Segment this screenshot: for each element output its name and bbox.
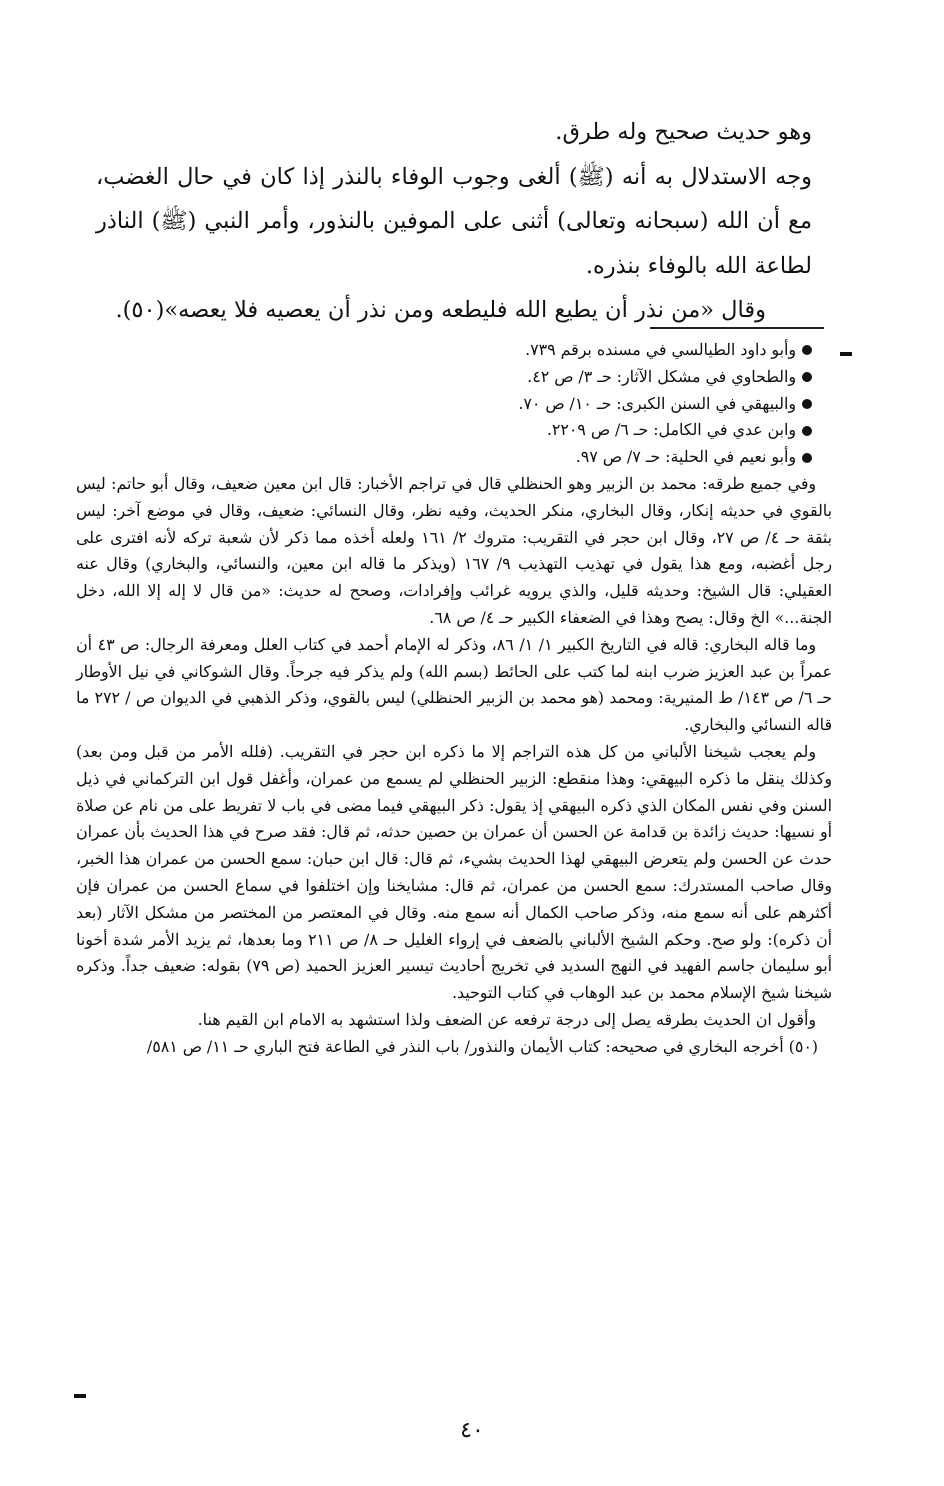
main-paragraph-3: وقال «من نذر أن يطيع الله فليطعه ومن نذر أن يعصيه فلا يعصه»(٥٠). [115,297,766,324]
bullet-icon [802,426,812,436]
list-item: والبيهقي في السنن الكبرى: حـ ١٠/ ص ٧٠. [76,391,812,418]
bullet-icon [802,399,812,409]
footnote-paragraph-2: وما قاله البخاري: قاله في التاريخ الكبير ١/ ١/ ٨٦، وذكر له الإمام أحمد في كتاب العلل ومعرفة الرجال: ص ٤٣ أن عمراً بن عبد العزيز ضرب ابنه لما كتب على الحائط (بسم الله) ولم يذكر فيه جرحاً. وقال الشوكاني في نيل الأوطار حـ ٦/ ص ١٤٣/ ط المنيرية: ومحمد (هو محمد بن الزبير الحنظلي) ليس بالقوي، وذكر الذهبي في الديوان ص / ٢٧٢ ما قاله النسائي والبخاري. [76,634,832,735]
page-number: ٤٠ [460,1418,484,1443]
footnote-paragraph-4: وأقول ان الحديث بطرقه يصل إلى درجة ترفعه عن الضعف ولذا استشهد به الامام ابن القيم هنا. [197,1009,816,1029]
footnote-separator [650,327,824,329]
footnote-50: (٥٠) أخرجه البخاري في صحيحه: كتاب الأيمان والنذور/ باب النذر في الطاعة فتح الباري حـ ١١/ ص ٥٨١/ [146,1036,818,1056]
main-text [96,110,832,333]
bullet-icon [802,453,812,463]
bullet-icon [802,372,812,382]
margin-mark-top [840,352,852,356]
list-item: وأبو داود الطيالسي في مسنده برقم ٧٣٩. [76,337,812,364]
footnotes [76,337,832,1061]
footnote-paragraph-3: ولم يعجب شيخنا الألباني من كل هذه التراجم إلا ما ذكره ابن حجر في التقريب. (فلله الأمر من قبل ومن بعد) وكذلك ينقل ما ذكره البيهقي: وهذا منقطع: الزبير الحنظلي لم يسمع من عمران، وأغفل قول ابن التركماني في ذيل السنن وفي نفس المكان الذي ذكره البيهقي إذ يقول: ذكر البيهقي فيما مضى في باب لا تفريط على من نام عن صلاة أو نسيها: حديث زائدة بن قدامة عن الحسن أن عمران بن حصين حدثه، ثم قال: فقد صرح في هذا الحديث بأن عمران حدث عن الحسن ولم يتعرض البيهقي لهذا الحديث بشيء، ثم قال: قال ابن حبان: سمع الحسن من عمران هذا الخبر، وقال صاحب المستدرك: سمع الحسن من عمران، ثم قال: مشايخنا وإن اختلفوا في سماع الحسن من عمران فإن أكثرهم على أنه سمع منه، وذكر صاحب الكمال أنه سمع منه. وقال في المعتصر من المختصر من مشكل الآثار (بعد أن ذكره): ولو صح. وحكم الشيخ الألباني بالضعف في إرواء الغليل حـ ٨/ ص ٢١١ وما بعدها، ثم يزيد الأمر شدة أخونا أبو سليمان جاسم الفهيد في النهج السديد في تخريج أحاديث تيسير العزيز الحميد (ص ٧٩) بقوله: ضعيف جداً. وذكره شيخنا شيخ الإسلام محمد بن عبد الوهاب في كتاب التوحيد. [76,741,832,1003]
main-paragraph-1: وهو حديث صحيح وله طرق. [555,119,812,145]
source-list [76,337,832,471]
margin-mark-bottom [74,1394,86,1398]
list-item: والطحاوي في مشكل الآثار: حـ ٣/ ص ٤٢. [76,364,812,391]
list-item: وأبو نعيم في الحلية: حـ ٧/ ص ٩٧. [76,444,812,471]
list-item: وابن عدي في الكامل: حـ ٦/ ص ٢٢٠٩. [76,417,812,444]
bullet-icon [802,345,812,355]
main-paragraph-2: وجه الاستدلال به أنه (ﷺ) ألغى وجوب الوفاء بالنذر إذا كان في حال الغضب، مع أن الله (سبحانه وتعالى) أثنى على الموفين بالنذور، وأمر النبي (ﷺ) الناذر لطاعة الله بالوفاء بنذره. [96,163,812,279]
footnote-paragraph-1: وفي جميع طرقه: محمد بن الزبير وهو الحنظلي قال في تراجم الأخبار: قال ابن معين ضعيف، وقال أبو حاتم: ليس بالقوي في حديثه إنكار، وقال البخاري، منكر الحديث، وفيه نظر، وقال النسائي: ضعيف، وقال في موضع آخر: ليس بثقة حـ ٤/ ص ٢٧، وقال ابن حجر في التقريب: متروك ٢/ ١٦١ ولعله أخذه مما ذكر لأن شعبة تركه لأنه افترى على رجل أغضبه، ومع هذا يقول في تهذيب التهذيب ٩/ ١٦٧ (ويذكر ما قاله ابن معين، والنسائي، والبخاري) وقال عنه العقيلي: قال الشيخ: وحديثه قليل، والذي يرويه غرائب وإفرادات، وصحح له حديث: «من قال لا إله إلا الله، دخل الجنة...» الخ وقال: يصح وهذا في الضعفاء الكبير حـ ٤/ ص ٦٨. [76,473,832,627]
